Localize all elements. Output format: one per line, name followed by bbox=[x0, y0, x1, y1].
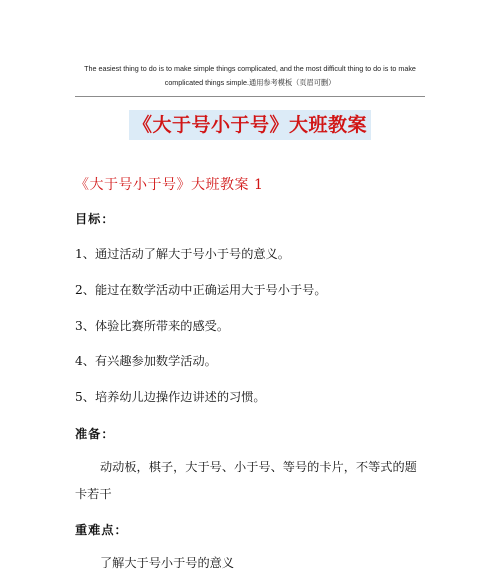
header-quote-line-1: The easiest thing to do is to make simple things complicated, and the most difficult thing to do is to make bbox=[84, 64, 416, 73]
document-title-container bbox=[0, 110, 500, 140]
document-title: 《大于号小于号》大班教案 bbox=[129, 110, 371, 140]
header-quote-cn: 通用参考模板（页眉可删） bbox=[249, 78, 336, 87]
header-quote bbox=[60, 62, 440, 90]
goal-item: 3、体验比赛所带来的感受。 bbox=[75, 319, 230, 333]
key-points-label: 重难点： bbox=[75, 523, 128, 537]
header-quote-en: complicated things simple. bbox=[164, 78, 250, 87]
header-divider bbox=[75, 96, 425, 97]
goals-label: 目标： bbox=[75, 212, 115, 226]
goal-item: 1、通过活动了解大于号小于号的意义。 bbox=[75, 247, 290, 261]
key-points-text: 了解大于号小于号的意义 bbox=[100, 556, 235, 570]
section-heading: 《大于号小于号》大班教案 1 bbox=[75, 177, 264, 193]
prep-label: 准备： bbox=[75, 427, 115, 441]
prep-text: 动动板，棋子，大于号、小于号、等号的卡片，不等式的题卡若干 bbox=[75, 460, 417, 501]
goal-item: 4、有兴趣参加数学活动。 bbox=[75, 354, 217, 368]
header-quote-line-2 bbox=[60, 76, 440, 90]
goal-item: 2、能过在数学活动中正确运用大于号小于号。 bbox=[75, 283, 327, 297]
goal-item: 5、培养幼儿边操作边讲述的习惯。 bbox=[75, 390, 266, 404]
